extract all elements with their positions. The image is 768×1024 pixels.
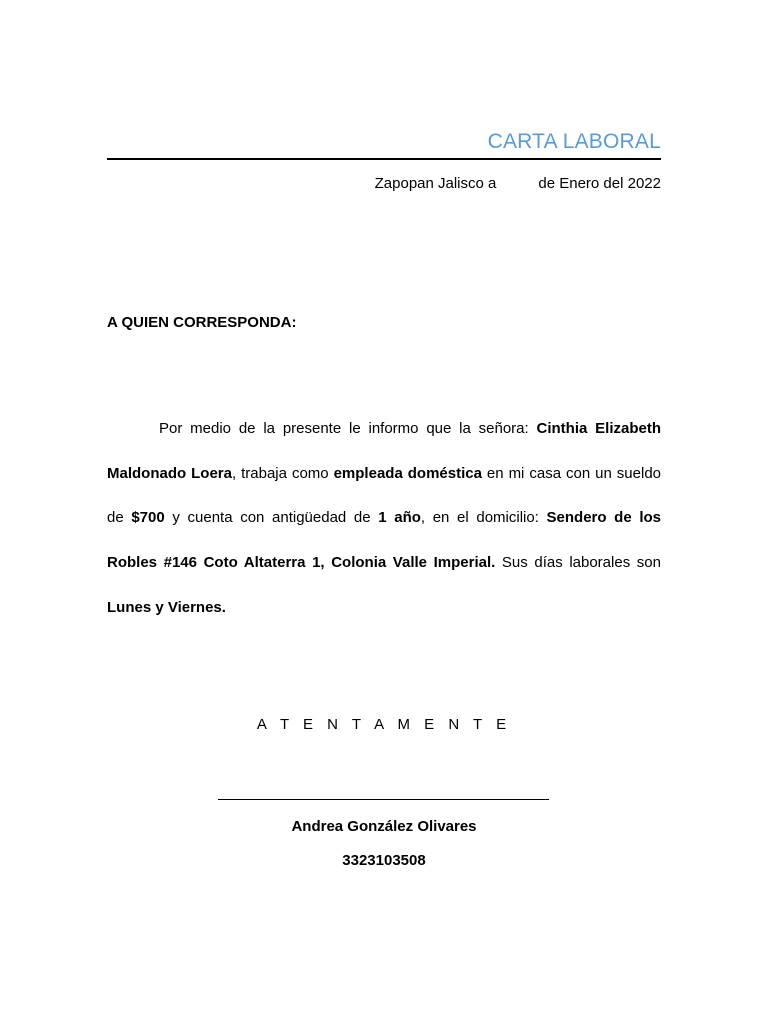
address: Sendero de los Robles #146 Coto Altaterra 1, Colonia Valle Imperial. [107, 509, 661, 572]
date-year: 2022 [627, 175, 661, 192]
seniority: 1 año [378, 509, 421, 527]
body-text-4: , en el domicilio: [420, 509, 547, 527]
letter-body [107, 407, 661, 631]
signer-name: Andrea González Olivares [291, 818, 477, 835]
body-text-2: en mi casa con un sueldo de [107, 464, 661, 527]
title-divider [107, 158, 661, 160]
signer-phone: 3323103508 [342, 852, 426, 869]
job-title: empleada doméstica [333, 464, 482, 482]
signature-line [218, 799, 549, 800]
document-title: CARTA LABORAL [487, 130, 661, 153]
work-days: Lunes y Viernes. [107, 598, 226, 616]
body-text-1: , trabaja como [231, 464, 334, 482]
date-line [375, 175, 661, 192]
closing: A T E N T A M E N T E [256, 716, 512, 733]
body-text-3: y cuenta con antigüedad de [164, 509, 379, 527]
body-text-5: Sus días laborales son [495, 554, 661, 572]
salary-amount: $700 [131, 509, 165, 527]
body-intro: Por medio de la presente le informo que la señora: [159, 420, 537, 437]
date-place: Zapopan Jalisco a [374, 175, 497, 192]
salutation: A QUIEN CORRESPONDA: [107, 314, 297, 331]
date-month-text: de Enero del [538, 175, 624, 192]
employee-name: Cinthia Elizabeth Maldonado Loera [107, 420, 662, 482]
